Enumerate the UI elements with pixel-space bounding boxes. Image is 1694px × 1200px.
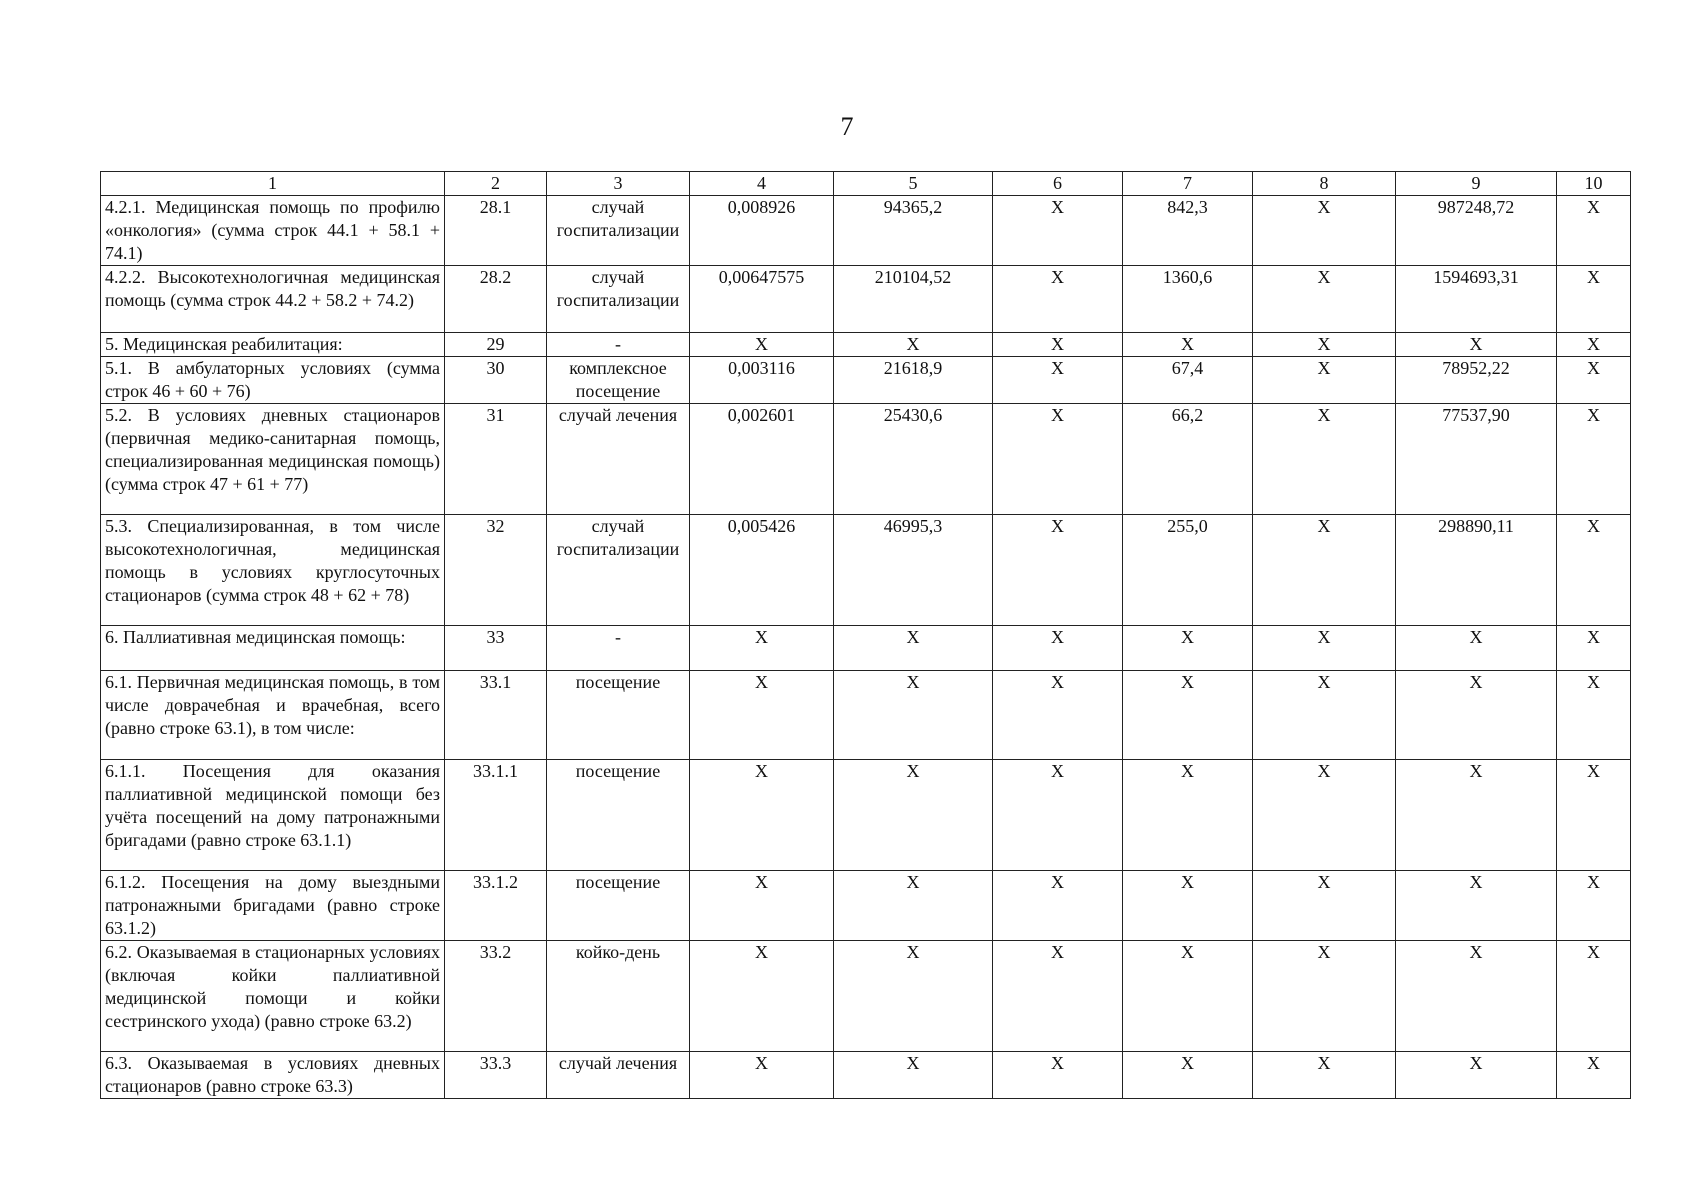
cell-col-5: X <box>834 871 993 941</box>
cell-col-1: 4.2.2. Высокотехнологичная медицинская помощь (сумма строк 44.2 + 58.2 + 74.2) <box>101 266 445 333</box>
cell-col-3: комплексное посещение <box>547 357 690 404</box>
table-row <box>101 333 1631 357</box>
page-number: 7 <box>840 112 854 141</box>
cell-col-6: X <box>993 333 1123 357</box>
table-row <box>101 357 1631 404</box>
cell-col-4: X <box>690 941 834 1052</box>
cell-col-2: 33.3 <box>445 1052 547 1099</box>
cell-col-3: посещение <box>547 871 690 941</box>
cell-col-8: X <box>1253 404 1396 515</box>
cell-col-7: X <box>1123 760 1253 871</box>
cell-col-8: X <box>1253 515 1396 626</box>
cell-col-1: 6.2. Оказываемая в стационарных условиях (включая койки паллиативной медицинской помощи и койки сестринского ухода) (равно строке 63.2) <box>101 941 445 1052</box>
cell-col-6: X <box>993 626 1123 671</box>
cell-col-1: 4.2.1. Медицинская помощь по профилю «онкология» (сумма строк 44.1 + 58.1 + 74.1) <box>101 196 445 266</box>
cell-col-9: 77537,90 <box>1396 404 1557 515</box>
cell-col-9: 298890,11 <box>1396 515 1557 626</box>
cell-col-6: X <box>993 1052 1123 1099</box>
cell-col-3: случай госпитализации <box>547 196 690 266</box>
header-cell-8: 8 <box>1253 172 1396 196</box>
header-cell-6: 6 <box>993 172 1123 196</box>
cell-col-7: X <box>1123 871 1253 941</box>
cell-col-5: 46995,3 <box>834 515 993 626</box>
cell-col-3: посещение <box>547 671 690 760</box>
cell-col-10: X <box>1557 626 1631 671</box>
cell-col-5: X <box>834 760 993 871</box>
cell-col-10: X <box>1557 671 1631 760</box>
cell-col-4: X <box>690 626 834 671</box>
cell-col-6: X <box>993 671 1123 760</box>
cell-col-8: X <box>1253 941 1396 1052</box>
cell-col-2: 31 <box>445 404 547 515</box>
table-row <box>101 266 1631 333</box>
cell-col-9: 78952,22 <box>1396 357 1557 404</box>
table-row <box>101 196 1631 266</box>
cell-col-4: 0,005426 <box>690 515 834 626</box>
cell-col-5: 94365,2 <box>834 196 993 266</box>
cell-col-6: X <box>993 404 1123 515</box>
cell-col-9: X <box>1396 1052 1557 1099</box>
cell-col-4: X <box>690 1052 834 1099</box>
cell-col-2: 29 <box>445 333 547 357</box>
header-cell-4: 4 <box>690 172 834 196</box>
cell-col-8: X <box>1253 333 1396 357</box>
cell-col-2: 33.1.2 <box>445 871 547 941</box>
cell-col-5: 210104,52 <box>834 266 993 333</box>
cell-col-1: 6. Паллиативная медицинская помощь: <box>101 626 445 671</box>
cell-col-7: 67,4 <box>1123 357 1253 404</box>
cell-col-5: X <box>834 333 993 357</box>
cell-col-5: X <box>834 626 993 671</box>
cell-col-8: X <box>1253 760 1396 871</box>
cell-col-7: X <box>1123 941 1253 1052</box>
cell-col-10: X <box>1557 333 1631 357</box>
cell-col-7: X <box>1123 333 1253 357</box>
cell-col-4: X <box>690 333 834 357</box>
header-cell-9: 9 <box>1396 172 1557 196</box>
cell-col-10: X <box>1557 357 1631 404</box>
cell-col-6: X <box>993 357 1123 404</box>
header-cell-10: 10 <box>1557 172 1631 196</box>
cell-col-2: 33.2 <box>445 941 547 1052</box>
cell-col-10: X <box>1557 515 1631 626</box>
cell-col-1: 5. Медицинская реабилитация: <box>101 333 445 357</box>
cell-col-5: 25430,6 <box>834 404 993 515</box>
cell-col-10: X <box>1557 941 1631 1052</box>
cell-col-7: X <box>1123 671 1253 760</box>
table-row <box>101 671 1631 760</box>
cell-col-2: 30 <box>445 357 547 404</box>
cell-col-2: 28.1 <box>445 196 547 266</box>
cell-col-9: X <box>1396 941 1557 1052</box>
cell-col-9: X <box>1396 626 1557 671</box>
cell-col-6: X <box>993 515 1123 626</box>
cell-col-8: X <box>1253 871 1396 941</box>
cell-col-8: X <box>1253 196 1396 266</box>
cell-col-4: 0,008926 <box>690 196 834 266</box>
header-cell-1: 1 <box>101 172 445 196</box>
header-cell-3: 3 <box>547 172 690 196</box>
header-cell-2: 2 <box>445 172 547 196</box>
cell-col-6: X <box>993 760 1123 871</box>
cell-col-8: X <box>1253 626 1396 671</box>
cell-col-4: 0,003116 <box>690 357 834 404</box>
cell-col-9: X <box>1396 871 1557 941</box>
cell-col-10: X <box>1557 1052 1631 1099</box>
cell-col-1: 6.1.2. Посещения на дому выездными патронажными бригадами (равно строке 63.1.2) <box>101 871 445 941</box>
cell-col-6: X <box>993 871 1123 941</box>
table-row <box>101 515 1631 626</box>
cell-col-7: 842,3 <box>1123 196 1253 266</box>
cell-col-10: X <box>1557 404 1631 515</box>
cell-col-9: X <box>1396 333 1557 357</box>
cell-col-2: 32 <box>445 515 547 626</box>
table-header <box>101 172 1631 196</box>
table-row <box>101 760 1631 871</box>
table-row <box>101 1052 1631 1099</box>
cell-col-4: 0,002601 <box>690 404 834 515</box>
cell-col-10: X <box>1557 196 1631 266</box>
cell-col-2: 33 <box>445 626 547 671</box>
cell-col-10: X <box>1557 760 1631 871</box>
header-cell-7: 7 <box>1123 172 1253 196</box>
cell-col-2: 33.1.1 <box>445 760 547 871</box>
cell-col-8: X <box>1253 671 1396 760</box>
cell-col-7: 66,2 <box>1123 404 1253 515</box>
cell-col-7: X <box>1123 1052 1253 1099</box>
cell-col-9: 987248,72 <box>1396 196 1557 266</box>
cell-col-4: 0,00647575 <box>690 266 834 333</box>
header-row <box>101 172 1631 196</box>
cell-col-3: случай госпитализации <box>547 266 690 333</box>
cell-col-5: 21618,9 <box>834 357 993 404</box>
cell-col-1: 6.1.1. Посещения для оказания паллиативной медицинской помощи без учёта посещений на дому патронажными бригадами (равно строке 63.1.1) <box>101 760 445 871</box>
cell-col-5: X <box>834 1052 993 1099</box>
cell-col-6: X <box>993 266 1123 333</box>
cell-col-8: X <box>1253 266 1396 333</box>
cell-col-10: X <box>1557 871 1631 941</box>
cell-col-7: 255,0 <box>1123 515 1253 626</box>
cell-col-9: X <box>1396 760 1557 871</box>
cell-col-7: 1360,6 <box>1123 266 1253 333</box>
data-table <box>100 171 1631 1099</box>
cell-col-2: 28.2 <box>445 266 547 333</box>
cell-col-3: - <box>547 626 690 671</box>
header-cell-5: 5 <box>834 172 993 196</box>
cell-col-3: койко-день <box>547 941 690 1052</box>
cell-col-9: X <box>1396 671 1557 760</box>
cell-col-1: 6.1. Первичная медицинская помощь, в том числе доврачебная и врачебная, всего (равно строке 63.1), в том числе: <box>101 671 445 760</box>
cell-col-3: случай лечения <box>547 404 690 515</box>
table-row <box>101 404 1631 515</box>
cell-col-7: X <box>1123 626 1253 671</box>
cell-col-6: X <box>993 196 1123 266</box>
cell-col-4: X <box>690 671 834 760</box>
cell-col-3: случай лечения <box>547 1052 690 1099</box>
table-row <box>101 941 1631 1052</box>
cell-col-8: X <box>1253 357 1396 404</box>
table-row <box>101 871 1631 941</box>
cell-col-4: X <box>690 871 834 941</box>
cell-col-3: - <box>547 333 690 357</box>
cell-col-3: случай госпитализации <box>547 515 690 626</box>
cell-col-2: 33.1 <box>445 671 547 760</box>
cell-col-8: X <box>1253 1052 1396 1099</box>
cell-col-5: X <box>834 941 993 1052</box>
cell-col-3: посещение <box>547 760 690 871</box>
cell-col-5: X <box>834 671 993 760</box>
table-row <box>101 626 1631 671</box>
cell-col-4: X <box>690 760 834 871</box>
table-body <box>101 196 1631 1099</box>
cell-col-1: 5.1. В амбулаторных условиях (сумма строк 46 + 60 + 76) <box>101 357 445 404</box>
cell-col-6: X <box>993 941 1123 1052</box>
cell-col-1: 5.3. Специализированная, в том числе высокотехнологичная, медицинская помощь в условиях круглосуточных стационаров (сумма строк 48 + 62 + 78) <box>101 515 445 626</box>
cell-col-9: 1594693,31 <box>1396 266 1557 333</box>
cell-col-1: 6.3. Оказываемая в условиях дневных стационаров (равно строке 63.3) <box>101 1052 445 1099</box>
cell-col-10: X <box>1557 266 1631 333</box>
cell-col-1: 5.2. В условиях дневных стационаров (первичная медико-санитарная помощь, специализированная медицинская помощь) (сумма строк 47 + 61 + 77) <box>101 404 445 515</box>
